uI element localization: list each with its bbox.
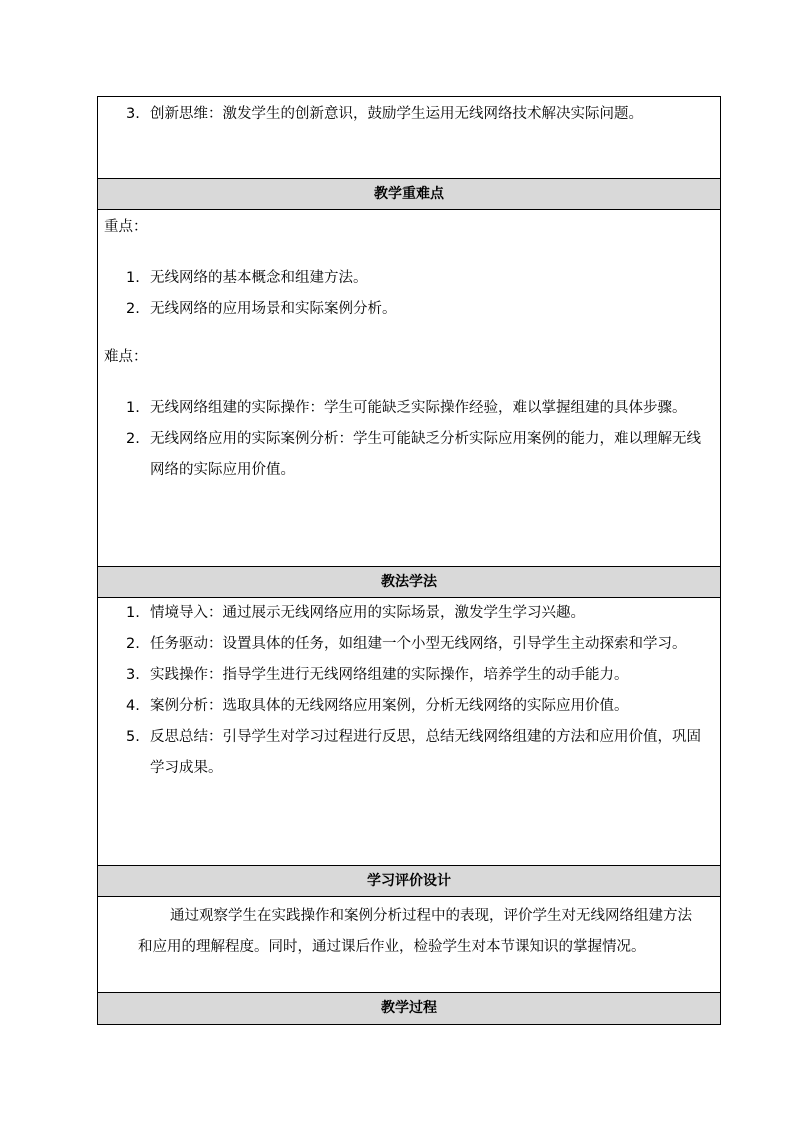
item-number: 2.	[126, 636, 140, 652]
list-item	[98, 263, 720, 294]
item-number: 2.	[126, 431, 140, 447]
list-item	[98, 722, 720, 784]
item-text: 无线网络的基本概念和组建方法。	[150, 270, 368, 286]
item-text: 情境导入：通过展示无线网络应用的实际场景，激发学生学习兴趣。	[150, 605, 585, 621]
item-number: 1.	[126, 605, 140, 621]
item-text: 反思总结：引导学生对学习过程进行反思，总结无线网络组建的方法和应用价值，巩固学习成果。	[150, 729, 701, 776]
item-text: 实践操作：指导学生进行无线网络组建的实际操作，培养学生的动手能力。	[150, 667, 629, 683]
evaluation-text: 通过观察学生在实践操作和案例分析过程中的表现，评价学生对无线网络组建方法和应用的理解程度。同时，通过课后作业，检验学生对本节课知识的掌握情况。	[138, 908, 692, 955]
item-number: 5.	[126, 729, 140, 745]
section-header-process: 教学过程	[98, 993, 720, 1024]
section-header-methods: 教法学法	[98, 567, 720, 598]
list-item	[98, 393, 720, 424]
item-text: 案例分析：选取具体的无线网络应用案例，分析无线网络的实际应用价值。	[150, 698, 629, 714]
methods-cell	[98, 598, 720, 866]
list-item	[98, 99, 720, 130]
item-text: 创新思维：激发学生的创新意识，鼓励学生运用无线网络技术解决实际问题。	[150, 106, 643, 122]
lesson-plan-table	[97, 96, 721, 1025]
item-text: 无线网络的应用场景和实际案例分析。	[150, 301, 397, 317]
objectives-continued-cell	[98, 97, 720, 179]
item-text: 任务驱动：设置具体的任务，如组建一个小型无线网络，引导学生主动探索和学习。	[150, 636, 687, 652]
item-number: 3.	[126, 667, 140, 683]
difficult-label: 难点：	[104, 349, 148, 365]
item-number: 3.	[126, 106, 140, 122]
list-item	[98, 629, 720, 660]
item-text: 无线网络应用的实际案例分析：学生可能缺乏分析实际应用案例的能力，难以理解无线网络的实际应用价值。	[150, 431, 701, 478]
section-header-evaluation: 学习评价设计	[98, 866, 720, 897]
list-item	[98, 660, 720, 691]
key-points-cell	[98, 210, 720, 567]
evaluation-cell	[98, 897, 720, 993]
item-number: 4.	[126, 698, 140, 714]
list-item	[98, 598, 720, 629]
item-number: 1.	[126, 270, 140, 286]
list-item	[98, 424, 720, 486]
key-label: 重点：	[104, 219, 148, 235]
item-number: 1.	[126, 400, 140, 416]
list-item	[98, 691, 720, 722]
item-text: 无线网络组建的实际操作：学生可能缺乏实际操作经验，难以掌握组建的具体步骤。	[150, 400, 687, 416]
list-item	[98, 294, 720, 325]
section-header-key-points: 教学重难点	[98, 179, 720, 210]
item-number: 2.	[126, 301, 140, 317]
